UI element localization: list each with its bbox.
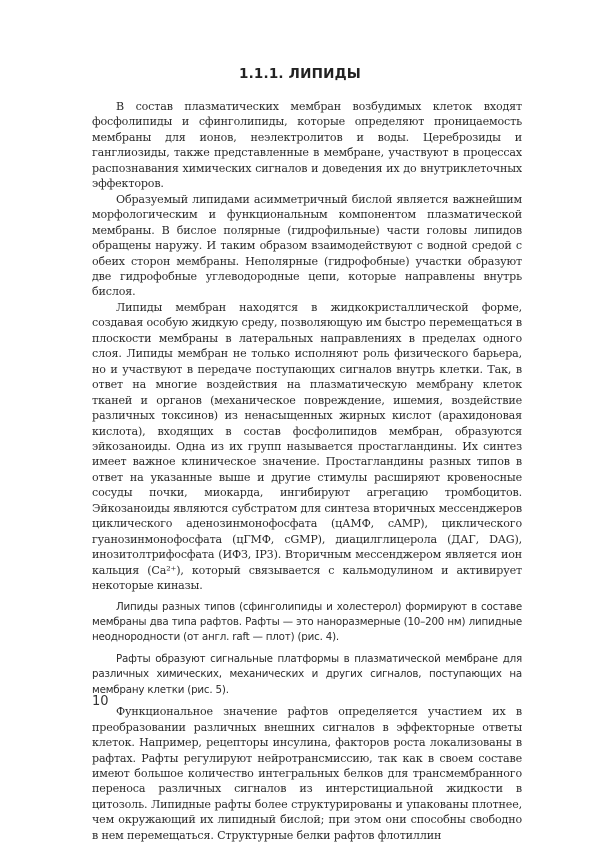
- section-heading: 1.1.1. ЛИПИДЫ: [239, 66, 361, 82]
- paragraph-3: Липиды мембран находятся в жидкокристаллической форме, создавая особую жидкую среду, позволяющую им быстро перемещаться в плоскости мембраны в латеральных направлениях в пределах одного слоя. Липиды мембран не только исполняют роль физического барьера, но и участвуют в передаче поступающих сигналов внутрь клетки. Так, в ответ на многие воздействия на плазматическую мембрану клеток тканей и органов (механическое повреждение, ишемия, воздействие различных токсинов) из ненасыщенных жирных кислот (арахидоновая кислота), входящих в состав фосфолипидов мембран, образуются эйкозаноиды. Одна из их групп называется простагландины. Их синтез имеет важное клиническое значение. Простагландины разных типов в ответ на указанные выше и другие стимулы расширяют кровеносные сосуды почки, миокарда, ингибируют агрегацию тромбоцитов. Эйкозаноиды являются субстратом для синтеза вторичных мессенджеров циклического аденозинмонофосфата (цАМФ, cAMP), циклического гуанозинмонофосфата (цГМФ, cGMP), диацилглицерола (ДАГ, DAG), инозитолтрифосфата (ИФЗ, IP3). Вторичным мессенджером является ион кальция (Ca²⁺), который связывается с кальмодулином и активирует некоторые киназы.: [92, 300, 522, 593]
- paragraph-6: Функциональное значение рафтов определяется участием их в преобразовании различных внешних сигналов в эффекторные ответы клеток. Например, рецепторы инсулина, факторов роста локализованы в рафтах. Рафты регулируют нейротрансмиссию, так как в своем составе имеют большое количество интегральных белков для трансмембранного переноса различных сигналов из интерстициальной жидкости в цитозоль. Липидные рафты более структурированы и упакованы плотнее, чем окружающий их липидный бислой; при этом они способны свободно в нем перемещаться. Структурные белки рафтов флотиллин: [92, 705, 522, 842]
- paragraph-4: Липиды разных типов (сфинголипиды и холестерол) формируют в составе мембраны два типа рафтов. Рафты — это наноразмерные (10–200 нм) липидные неоднородности (от англ. raft — плот) (рис. 4).: [92, 600, 522, 644]
- paragraph-1: В состав плазматических мембран возбудимых клеток входят фосфолипиды и сфинголипиды, которые определяют проницаемость мембраны для ионов, неэлектролитов и воды. Цереброзиды и ганглиозиды, также представленные в мембране, участвуют в процессах распознавания химических сигналов и доведения их до внутриклеточных эффекторов.: [92, 100, 522, 191]
- page-number: 10: [92, 694, 109, 709]
- body-text: [92, 99, 522, 843]
- paragraph-5: Рафты образуют сигнальные платформы в плазматической мембране для различных химических, механических и других сигналов, поступающих на мембрану клетки (рис. 5).: [92, 652, 522, 696]
- paragraph-2: Образуемый липидами асимметричный бислой является важнейшим морфологическим и функциональным компонентом плазматической мембраны. В бислое полярные (гидрофильные) части головы липидов обращены наружу. И таким образом взаимодействуют с водной средой с обеих сторон мембраны. Неполярные (гидрофобные) участки образуют две гидрофобные углеводородные цепи, которые направлены внутрь бислоя.: [92, 192, 522, 299]
